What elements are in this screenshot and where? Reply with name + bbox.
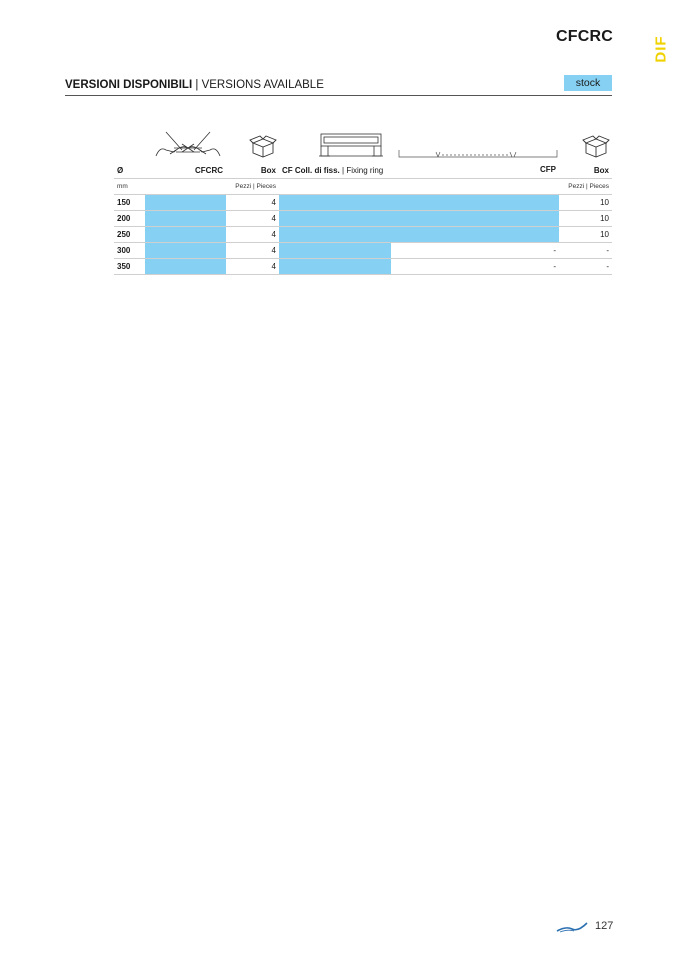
page-number: 127 (595, 920, 614, 932)
stock-badge: stock (564, 75, 612, 91)
side-tab (654, 34, 668, 64)
cell-box: 4 (226, 227, 279, 243)
cell-box: 4 (226, 243, 279, 259)
cell-box: 10 (559, 227, 612, 243)
cell-cfcrc-stock (145, 195, 226, 211)
cell-box: 4 (226, 195, 279, 211)
table-header-row (114, 163, 612, 179)
cell-box: 10 (559, 211, 612, 227)
cell-box: 4 (226, 211, 279, 227)
cfp-drawing-icon (398, 148, 558, 160)
table-row (114, 243, 612, 259)
table-units-row (114, 179, 612, 195)
table-row (114, 211, 612, 227)
cell-cf-cfp-stock (279, 195, 559, 211)
table-row (114, 195, 612, 211)
table-body (114, 195, 612, 275)
table-row (114, 259, 612, 275)
box-icon (582, 135, 610, 159)
col-cfp: CFP (540, 165, 556, 174)
section-separator: | (195, 79, 199, 91)
cell-diameter: 200 (114, 211, 145, 227)
cell-cfcrc-stock (145, 259, 226, 275)
unit-box: Pezzi | Pieces (559, 179, 612, 195)
unit-diameter: mm (114, 179, 145, 195)
cell-cfp: - (391, 259, 559, 275)
col-cfcrc: CFCRC (145, 163, 226, 179)
wave-logo-icon (556, 920, 588, 934)
cell-cf-stock (279, 243, 391, 259)
fixing-ring-drawing-icon (318, 130, 384, 160)
col-box: Box (226, 163, 279, 179)
section-title-en: VERSIONS AVAILABLE (201, 79, 324, 91)
cell-box: - (559, 259, 612, 275)
page-title: CFCRC (556, 28, 613, 45)
cell-cfp: - (391, 243, 559, 259)
cell-diameter: 150 (114, 195, 145, 211)
unit-box: Pezzi | Pieces (226, 179, 279, 195)
cell-diameter: 250 (114, 227, 145, 243)
table-row (114, 227, 612, 243)
col-diameter: Ø (114, 163, 145, 179)
col-box: Box (559, 163, 612, 179)
cell-cfcrc-stock (145, 227, 226, 243)
col-cf-label: CF Coll. di fiss. (282, 166, 340, 175)
cell-cfcrc-stock (145, 243, 226, 259)
cell-cf-cfp-stock (279, 211, 559, 227)
versions-table (114, 163, 612, 275)
section-divider (65, 95, 612, 96)
cell-diameter: 350 (114, 259, 145, 275)
cell-box: - (559, 243, 612, 259)
cell-cf-cfp-stock (279, 227, 559, 243)
cell-cf-stock (279, 259, 391, 275)
side-tab-label: DIF (652, 35, 670, 63)
cell-diameter: 300 (114, 243, 145, 259)
cell-cfcrc-stock (145, 211, 226, 227)
section-title-it: VERSIONI DISPONIBILI (65, 79, 193, 91)
col-cf (279, 163, 559, 179)
diffuser-drawing-icon (152, 128, 224, 160)
col-cf-sub: | Fixing ring (342, 166, 384, 175)
section-header (65, 79, 324, 91)
cell-box: 4 (226, 259, 279, 275)
cell-box: 10 (559, 195, 612, 211)
box-icon (249, 135, 277, 159)
